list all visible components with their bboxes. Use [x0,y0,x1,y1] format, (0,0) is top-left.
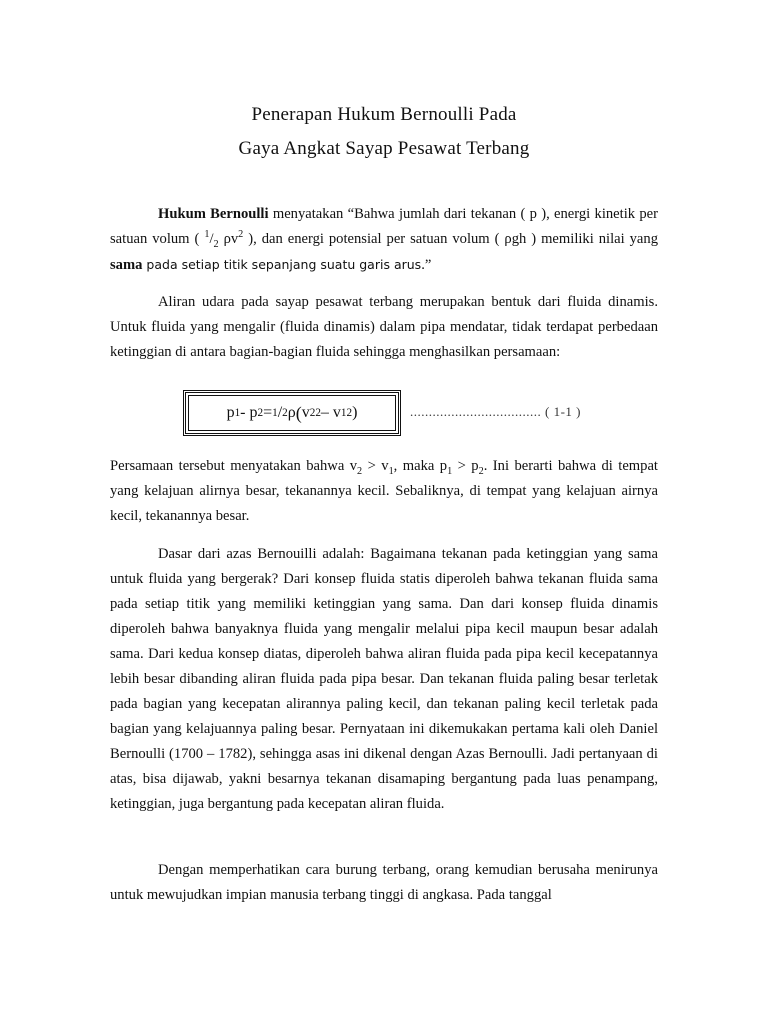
paragraph-hukum-bernoulli: Hukum Bernoulli menyatakan “Bahwa jumlah dari tekanan ( p ), energi kinetik per satuan volum ( $^1/_2$ $\rho v^2$ ), dan energi potensial per satuan volum ( ρgh ) memiliki nilai yang sama pada setiap titik sepanjang suatu garis arus.” [110,206,659,273]
equation-number: ................................... ( 1-1 ) [410,404,581,419]
paragraph-burung-terbang: Dengan memperhatikan cara burung terbang, orang kemudian berusaha menirunya untuk mewujudkan impian manusia terbang tinggi di angkasa. Pada tanggal [110,862,658,903]
bold-sama: sama [110,257,143,273]
bold-hukum-bernoulli: Hukum Bernoulli [158,206,269,222]
paragraph-aliran-udara: Aliran udara pada sayap pesawat terbang merupakan bentuk dari fluida dinamis. Untuk fluida yang mengalir (fluida dinamis) dalam pipa mendatar, tidak terdapat perbedaan ketinggian di antara bagian-bagian fluida sehingga menghasilkan persamaan: [110,294,658,360]
paragraph-dasar-azas: Dasar dari azas Bernouilli adalah: Bagaimana tekanan pada ketinggian yang sama untuk fluida yang bergerak? Dari konsep fluida statis diperoleh bahwa tekanan fluida sama pada setiap titik yang memiliki ketinggian yang sama. Dan dari konsep fluida dinamis diperoleh bahwa banyaknya fluida yang mengalir melalui pipa kecil maupun besar adalah sama. Dari kedua konsep diatas, diperoleh bahwa aliran fluida pada pipa kecil kecepatannya lebih besar dibanding aliran fluida pada pipa besar. Dan tekanan fluida paling besar terletak pada bagian yang kecepatan alirannya paling kecil, dan tekanan paling kecil terletak pada bagian yang kelajuannya paling besar. Pernyataan ini dikemukakan pertama kali oleh Daniel Bernoulli (1700 – 1782), sehingga asas ini dikenal dengan Azas Bernoulli. Jadi pertanyaan di atas, bisa dijawab, yakni besarnya tekanan disamaping bergantung pada luas penampang, ketinggian, juga bergantung pada kecepatan aliran fluida. [110,546,658,812]
paragraph-persamaan: Persamaan tersebut menyatakan bahwa $v_2 > v_1$, maka $p_1 > p_2$. Ini berarti bahwa di tempat yang kelajuan alirnya besar, tekanannya kecil. Sebaliknya, di tempat yang kelajuan airnya kecil, tekanannya besar. [110,458,658,524]
equation: p 1 - p 2 = 1 / 2 ρ ( v 2 2 – v 1 2 ) [188,395,396,431]
equation-box [183,390,401,436]
title-line-2: Gaya Angkat Sayap Pesawat Terbang [238,138,530,159]
title-line-1: Penerapan Hukum Bernoulli Pada [251,104,517,125]
